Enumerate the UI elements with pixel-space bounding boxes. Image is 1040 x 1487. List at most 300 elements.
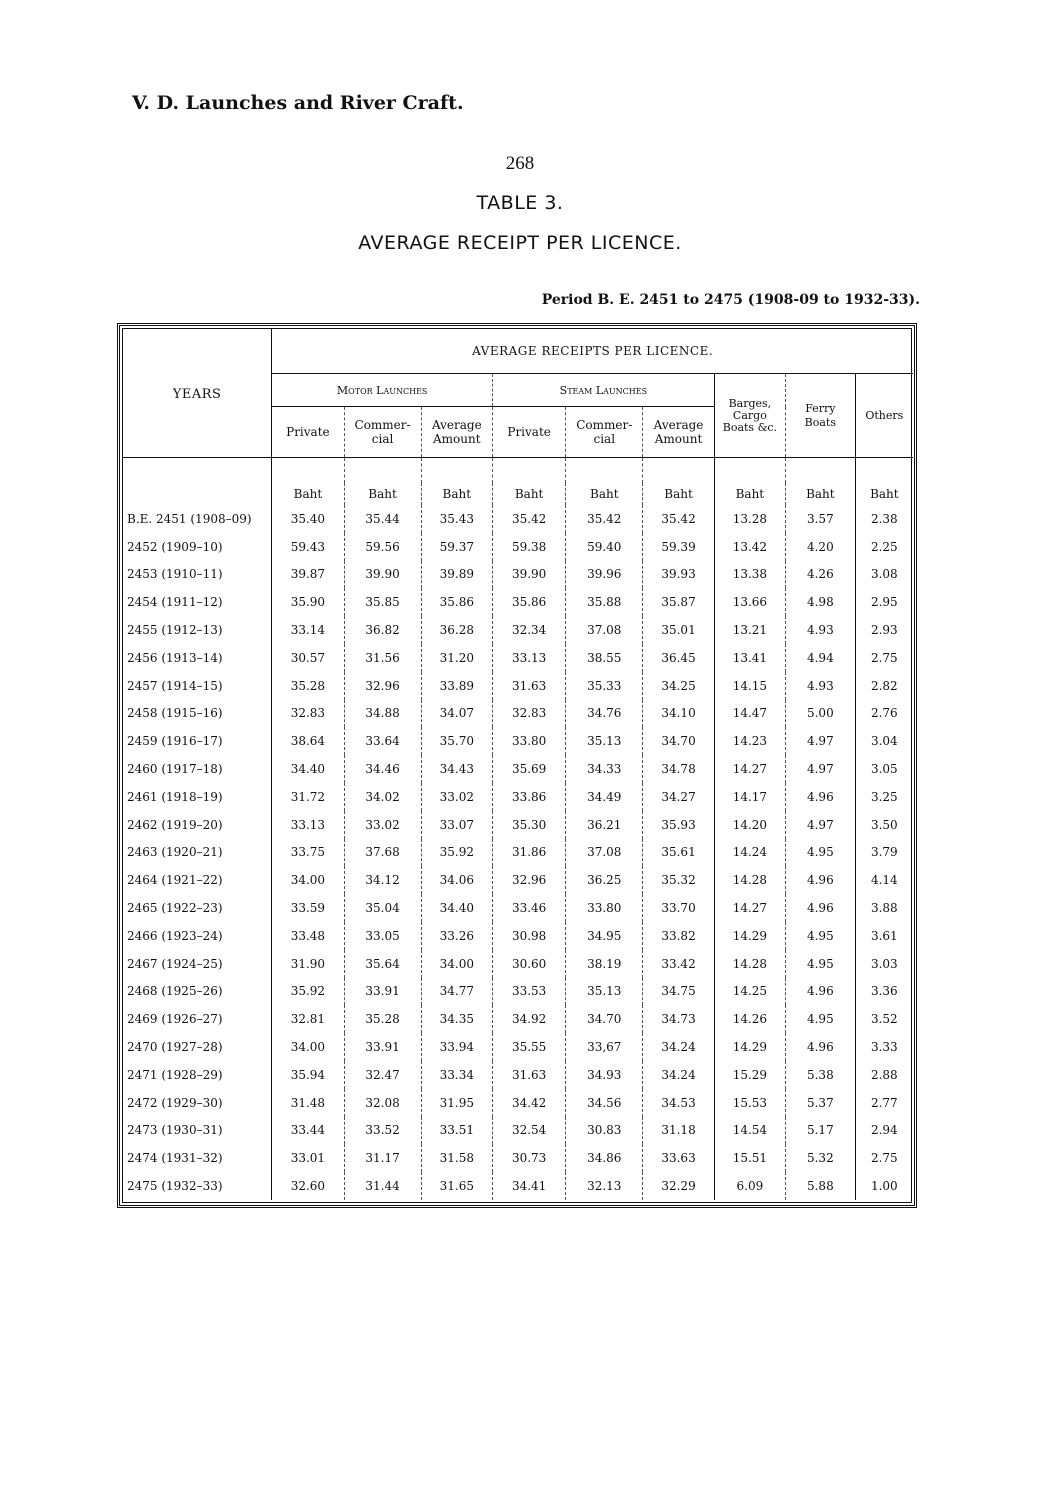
value-cell: 14.28 (714, 866, 785, 894)
value-cell: 35.85 (344, 588, 421, 616)
unit-label: Baht (566, 483, 643, 505)
value-cell: 35.44 (344, 505, 421, 533)
unit-label: Baht (786, 483, 856, 505)
year-cell: 2460 (1917–18) (127, 762, 223, 777)
table-row (123, 672, 913, 700)
value-cell: 35.01 (643, 616, 714, 644)
value-cell: 35.92 (272, 978, 344, 1006)
value-cell: 33.53 (493, 978, 566, 1006)
value-cell: 2.77 (855, 1089, 913, 1117)
value-cell: 3.33 (855, 1033, 913, 1061)
value-cell: 14.27 (714, 894, 785, 922)
year-cell: 2463 (1920–21) (127, 845, 223, 860)
table-row (123, 783, 913, 811)
year-cell: 2453 (1910–11) (127, 567, 223, 582)
value-cell: 4.96 (786, 894, 856, 922)
table-frame (117, 323, 917, 1208)
value-cell: 4.95 (786, 1005, 856, 1033)
value-cell: 34.35 (421, 1005, 492, 1033)
value-cell: 14.29 (714, 922, 785, 950)
value-cell: 32.83 (493, 700, 566, 728)
unit-label: Baht (344, 483, 421, 505)
value-cell: 31.65 (421, 1172, 492, 1200)
value-cell: 4.96 (786, 866, 856, 894)
value-cell: 31.63 (493, 672, 566, 700)
value-cell: 13.41 (714, 644, 785, 672)
table-row (123, 811, 913, 839)
value-cell: 35.40 (272, 505, 344, 533)
value-cell: 4.95 (786, 950, 856, 978)
table-row (123, 561, 913, 589)
value-cell: 59.40 (566, 533, 643, 561)
value-cell: 33.05 (344, 922, 421, 950)
value-cell: 34.70 (643, 727, 714, 755)
year-cell: 2471 (1928–29) (127, 1067, 223, 1082)
licence-receipts-table (123, 329, 913, 1200)
value-cell: 13.42 (714, 533, 785, 561)
value-cell: 33.52 (344, 1117, 421, 1145)
value-cell: 3.52 (855, 1005, 913, 1033)
value-cell: 38.64 (272, 727, 344, 755)
value-cell: 2.88 (855, 1061, 913, 1089)
value-cell: 14.27 (714, 755, 785, 783)
year-cell: 2470 (1927–28) (127, 1040, 223, 1055)
value-cell: 33.86 (493, 783, 566, 811)
value-cell: 34.56 (566, 1089, 643, 1117)
value-cell: 31.95 (421, 1089, 492, 1117)
value-cell: 34.43 (421, 755, 492, 783)
value-cell: 34.49 (566, 783, 643, 811)
table-row (123, 839, 913, 867)
unit-label: Baht (493, 483, 566, 505)
year-cell: 2472 (1929–30) (127, 1095, 223, 1110)
value-cell: 35.94 (272, 1061, 344, 1089)
value-cell: 32.81 (272, 1005, 344, 1033)
value-cell: 33.80 (493, 727, 566, 755)
value-cell: 4.95 (786, 839, 856, 867)
barges-header: Barges, Cargo Boats &c. (714, 374, 785, 458)
value-cell: 34.73 (643, 1005, 714, 1033)
value-cell: 33.42 (643, 950, 714, 978)
section-title: V. D. Launches and River Craft. (132, 92, 464, 114)
value-cell: 34.06 (421, 866, 492, 894)
table-row (123, 1061, 913, 1089)
table-row (123, 1005, 913, 1033)
unit-label: Baht (714, 483, 785, 505)
value-cell: 35.43 (421, 505, 492, 533)
value-cell: 35.30 (493, 811, 566, 839)
value-cell: 35.55 (493, 1033, 566, 1061)
table-row (123, 1033, 913, 1061)
value-cell: 13.38 (714, 561, 785, 589)
value-cell: 14.17 (714, 783, 785, 811)
value-cell: 34.86 (566, 1144, 643, 1172)
value-cell: 15.51 (714, 1144, 785, 1172)
value-cell: 39.96 (566, 561, 643, 589)
value-cell: 31.44 (344, 1172, 421, 1200)
value-cell: 34.07 (421, 700, 492, 728)
value-cell: 3.88 (855, 894, 913, 922)
value-cell: 4.96 (786, 978, 856, 1006)
value-cell: 14.25 (714, 978, 785, 1006)
value-cell: 3.08 (855, 561, 913, 589)
value-cell: 5.88 (786, 1172, 856, 1200)
value-cell: 14.15 (714, 672, 785, 700)
year-cell: 2467 (1924–25) (127, 956, 223, 971)
value-cell: 34.00 (272, 866, 344, 894)
steam-average-header: Average Amount (643, 407, 714, 458)
value-cell: 32.83 (272, 700, 344, 728)
value-cell: 33.13 (493, 644, 566, 672)
value-cell: 33.46 (493, 894, 566, 922)
year-cell: 2473 (1930–31) (127, 1123, 223, 1138)
unit-label: Baht (272, 483, 344, 505)
value-cell: 5.38 (786, 1061, 856, 1089)
value-cell: 4.95 (786, 922, 856, 950)
value-cell: 15.53 (714, 1089, 785, 1117)
value-cell: 14.28 (714, 950, 785, 978)
table-row (123, 700, 913, 728)
value-cell: 35.61 (643, 839, 714, 867)
table-row (123, 1144, 913, 1172)
value-cell: 33.14 (272, 616, 344, 644)
value-cell: 3.25 (855, 783, 913, 811)
value-cell: 34.24 (643, 1061, 714, 1089)
value-cell: 37.68 (344, 839, 421, 867)
value-cell: 32.34 (493, 616, 566, 644)
value-cell: 31.72 (272, 783, 344, 811)
year-cell: 2468 (1925–26) (127, 984, 223, 999)
table-row (123, 950, 913, 978)
value-cell: 35.90 (272, 588, 344, 616)
value-cell: 59.43 (272, 533, 344, 561)
value-cell: 34.41 (493, 1172, 566, 1200)
value-cell: 14.24 (714, 839, 785, 867)
value-cell: 2.82 (855, 672, 913, 700)
value-cell: 1.00 (855, 1172, 913, 1200)
value-cell: 30.60 (493, 950, 566, 978)
value-cell: 36.45 (643, 644, 714, 672)
value-cell: 35.42 (493, 505, 566, 533)
value-cell: 36.25 (566, 866, 643, 894)
value-cell: 32.29 (643, 1172, 714, 1200)
value-cell: 34.75 (643, 978, 714, 1006)
value-cell: 13.28 (714, 505, 785, 533)
value-cell: 35.04 (344, 894, 421, 922)
page-number: 268 (505, 153, 535, 174)
value-cell: 39.90 (344, 561, 421, 589)
value-cell: 33.01 (272, 1144, 344, 1172)
value-cell: 35.42 (643, 505, 714, 533)
value-cell: 34.77 (421, 978, 492, 1006)
year-cell: 2456 (1913–14) (127, 650, 223, 665)
value-cell: 3.57 (786, 505, 856, 533)
value-cell: 4.97 (786, 755, 856, 783)
value-cell: 4.93 (786, 616, 856, 644)
table-row (123, 755, 913, 783)
value-cell: 39.87 (272, 561, 344, 589)
value-cell: 2.94 (855, 1117, 913, 1145)
value-cell: 3.04 (855, 727, 913, 755)
value-cell: 2.38 (855, 505, 913, 533)
value-cell: 14.47 (714, 700, 785, 728)
value-cell: 3.61 (855, 922, 913, 950)
value-cell: 32.54 (493, 1117, 566, 1145)
value-cell: 34.24 (643, 1033, 714, 1061)
value-cell: 34.12 (344, 866, 421, 894)
value-cell: 35.88 (566, 588, 643, 616)
value-cell: 59.37 (421, 533, 492, 561)
value-cell: 35.28 (344, 1005, 421, 1033)
value-cell: 36.82 (344, 616, 421, 644)
value-cell: 33.89 (421, 672, 492, 700)
value-cell: 33.51 (421, 1117, 492, 1145)
value-cell: 3.50 (855, 811, 913, 839)
value-cell: 35.87 (643, 588, 714, 616)
value-cell: 35.32 (643, 866, 714, 894)
value-cell: 33.07 (421, 811, 492, 839)
value-cell: 33.34 (421, 1061, 492, 1089)
value-cell: 33.02 (344, 811, 421, 839)
value-cell: 34.92 (493, 1005, 566, 1033)
value-cell: 39.90 (493, 561, 566, 589)
value-cell: 31.48 (272, 1089, 344, 1117)
value-cell: 35.28 (272, 672, 344, 700)
value-cell: 4.94 (786, 644, 856, 672)
value-cell: 2.95 (855, 588, 913, 616)
value-cell: 5.00 (786, 700, 856, 728)
value-cell: 13.66 (714, 588, 785, 616)
value-cell: 59.39 (643, 533, 714, 561)
value-cell: 33.75 (272, 839, 344, 867)
value-cell: 33.64 (344, 727, 421, 755)
year-cell: 2469 (1926–27) (127, 1012, 223, 1027)
value-cell: 31.90 (272, 950, 344, 978)
value-cell: 34.76 (566, 700, 643, 728)
value-cell: 4.98 (786, 588, 856, 616)
table-row (123, 588, 913, 616)
period-label: Period B. E. 2451 to 2475 (1908-09 to 1932-33). (541, 292, 920, 308)
value-cell: 3.05 (855, 755, 913, 783)
value-cell: 34.93 (566, 1061, 643, 1089)
others-header: Others (855, 374, 913, 458)
value-cell: 5.17 (786, 1117, 856, 1145)
value-cell: 34.10 (643, 700, 714, 728)
unit-label: Baht (421, 483, 492, 505)
value-cell: 31.63 (493, 1061, 566, 1089)
value-cell: 35.70 (421, 727, 492, 755)
table-row (123, 644, 913, 672)
year-cell: 2461 (1918–19) (127, 789, 223, 804)
value-cell: 39.89 (421, 561, 492, 589)
avg-receipts-header: AVERAGE RECEIPTS PER LICENCE. (272, 329, 913, 374)
steam-commercial-header: Commer-cial (566, 407, 643, 458)
value-cell: 33.48 (272, 922, 344, 950)
value-cell: 59.38 (493, 533, 566, 561)
table-number: TABLE 3. (476, 192, 564, 214)
value-cell: 33.13 (272, 811, 344, 839)
value-cell: 34.25 (643, 672, 714, 700)
value-cell: 31.86 (493, 839, 566, 867)
value-cell: 4.96 (786, 783, 856, 811)
value-cell: 30.83 (566, 1117, 643, 1145)
ferry-boats-header: Ferry Boats (786, 374, 856, 458)
value-cell: 32.08 (344, 1089, 421, 1117)
year-cell: 2466 (1923–24) (127, 928, 223, 943)
motor-private-header: Private (272, 407, 344, 458)
value-cell: 36.28 (421, 616, 492, 644)
value-cell: 32.96 (493, 866, 566, 894)
year-cell: 2458 (1915–16) (127, 706, 223, 721)
value-cell: 31.58 (421, 1144, 492, 1172)
value-cell: 14.26 (714, 1005, 785, 1033)
value-cell: 32.47 (344, 1061, 421, 1089)
year-cell: 2474 (1931–32) (127, 1151, 223, 1166)
value-cell: 32.60 (272, 1172, 344, 1200)
table-row (123, 866, 913, 894)
value-cell: 35.69 (493, 755, 566, 783)
value-cell: 33.44 (272, 1117, 344, 1145)
value-cell: 5.37 (786, 1089, 856, 1117)
value-cell: 2.75 (855, 644, 913, 672)
value-cell: 32.96 (344, 672, 421, 700)
year-cell: 2475 (1932–33) (127, 1179, 223, 1194)
value-cell: 4.96 (786, 1033, 856, 1061)
value-cell: 4.97 (786, 811, 856, 839)
years-header: YEARS (123, 329, 272, 458)
value-cell: 4.26 (786, 561, 856, 589)
value-cell: 35.92 (421, 839, 492, 867)
table-title: AVERAGE RECEIPT PER LICENCE. (358, 232, 682, 254)
value-cell: 34.46 (344, 755, 421, 783)
table-row (123, 1089, 913, 1117)
value-cell: 31.20 (421, 644, 492, 672)
year-cell: 2462 (1919–20) (127, 817, 223, 832)
value-cell: 15.29 (714, 1061, 785, 1089)
table-row (123, 1172, 913, 1200)
year-cell: B.E. 2451 (1908–09) (127, 511, 252, 526)
year-cell: 2452 (1909–10) (127, 539, 223, 554)
unit-row (123, 483, 913, 505)
value-cell: 35.42 (566, 505, 643, 533)
table-row (123, 1117, 913, 1145)
value-cell: 30.98 (493, 922, 566, 950)
value-cell: 34.40 (421, 894, 492, 922)
table-row (123, 978, 913, 1006)
year-cell: 2459 (1916–17) (127, 734, 223, 749)
value-cell: 3.36 (855, 978, 913, 1006)
value-cell: 34.42 (493, 1089, 566, 1117)
value-cell: 31.18 (643, 1117, 714, 1145)
value-cell: 34.27 (643, 783, 714, 811)
steam-private-header: Private (493, 407, 566, 458)
value-cell: 33.70 (643, 894, 714, 922)
value-cell: 5.32 (786, 1144, 856, 1172)
steam-launches-header: Steam Launches (493, 374, 715, 407)
value-cell: 2.25 (855, 533, 913, 561)
value-cell: 35.93 (643, 811, 714, 839)
value-cell: 34.78 (643, 755, 714, 783)
value-cell: 13.21 (714, 616, 785, 644)
value-cell: 35.86 (493, 588, 566, 616)
value-cell: 34.70 (566, 1005, 643, 1033)
value-cell: 59.56 (344, 533, 421, 561)
value-cell: 35.13 (566, 727, 643, 755)
value-cell: 32.13 (566, 1172, 643, 1200)
value-cell: 14.23 (714, 727, 785, 755)
value-cell: 38.19 (566, 950, 643, 978)
value-cell: 6.09 (714, 1172, 785, 1200)
table-row (123, 922, 913, 950)
value-cell: 33.02 (421, 783, 492, 811)
year-cell: 2465 (1922–23) (127, 901, 223, 916)
table-row (123, 616, 913, 644)
value-cell: 33.59 (272, 894, 344, 922)
value-cell: 34.02 (344, 783, 421, 811)
value-cell: 33.80 (566, 894, 643, 922)
motor-average-header: Average Amount (421, 407, 492, 458)
value-cell: 33.82 (643, 922, 714, 950)
value-cell: 34.33 (566, 755, 643, 783)
value-cell: 34.00 (421, 950, 492, 978)
value-cell: 35.13 (566, 978, 643, 1006)
value-cell: 4.97 (786, 727, 856, 755)
value-cell: 33.63 (643, 1144, 714, 1172)
value-cell: 33.91 (344, 978, 421, 1006)
value-cell: 2.76 (855, 700, 913, 728)
table-row (123, 505, 913, 533)
value-cell: 33.91 (344, 1033, 421, 1061)
value-cell: 3.03 (855, 950, 913, 978)
value-cell: 33.94 (421, 1033, 492, 1061)
motor-commercial-header: Commer-cial (344, 407, 421, 458)
value-cell: 30.73 (493, 1144, 566, 1172)
unit-label: Baht (855, 483, 913, 505)
table-row (123, 533, 913, 561)
value-cell: 31.56 (344, 644, 421, 672)
value-cell: 14.54 (714, 1117, 785, 1145)
value-cell: 4.14 (855, 866, 913, 894)
value-cell: 35.33 (566, 672, 643, 700)
motor-launches-header: Motor Launches (272, 374, 493, 407)
table-row (123, 727, 913, 755)
year-cell: 2457 (1914–15) (127, 678, 223, 693)
value-cell: 37.08 (566, 616, 643, 644)
unit-label: Baht (643, 483, 714, 505)
value-cell: 36.21 (566, 811, 643, 839)
table-row (123, 894, 913, 922)
value-cell: 2.75 (855, 1144, 913, 1172)
value-cell: 14.20 (714, 811, 785, 839)
value-cell: 4.93 (786, 672, 856, 700)
value-cell: 34.95 (566, 922, 643, 950)
value-cell: 14.29 (714, 1033, 785, 1061)
value-cell: 37.08 (566, 839, 643, 867)
year-cell: 2454 (1911–12) (127, 595, 223, 610)
value-cell: 3.79 (855, 839, 913, 867)
value-cell: 35.64 (344, 950, 421, 978)
value-cell: 33,67 (566, 1033, 643, 1061)
value-cell: 2.93 (855, 616, 913, 644)
year-cell: 2455 (1912–13) (127, 623, 223, 638)
value-cell: 34.53 (643, 1089, 714, 1117)
value-cell: 34.40 (272, 755, 344, 783)
value-cell: 33.26 (421, 922, 492, 950)
value-cell: 35.86 (421, 588, 492, 616)
value-cell: 34.88 (344, 700, 421, 728)
value-cell: 39.93 (643, 561, 714, 589)
value-cell: 31.17 (344, 1144, 421, 1172)
